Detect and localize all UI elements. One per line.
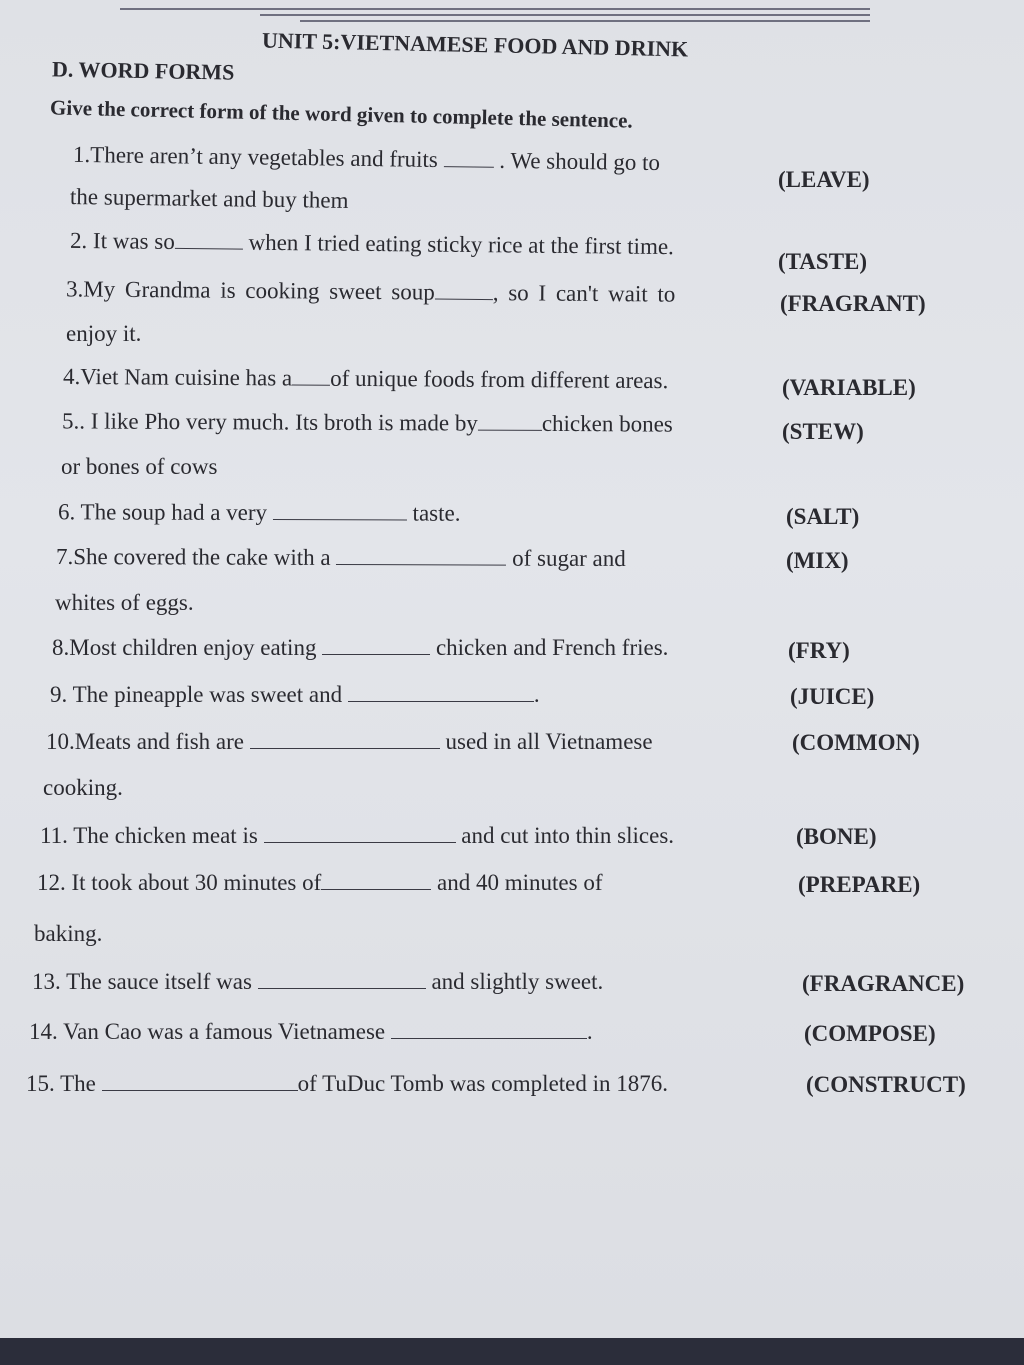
question-7-keyword: (MIX) <box>786 548 849 573</box>
question-1-continuation: the supermarket and buy them <box>69 184 349 213</box>
answer-blank[interactable] <box>444 150 494 168</box>
question-3-continuation: enjoy it. <box>66 321 142 346</box>
answer-blank[interactable] <box>348 685 534 702</box>
question-8-part-a: 8.Most children enjoy eating <box>52 635 317 660</box>
question-3-part-a: 3.My Grandma is cooking sweet soup <box>65 276 435 305</box>
question-12-part-b: and 40 minutes of <box>437 870 603 895</box>
question-4-keyword: (VARIABLE) <box>782 375 916 400</box>
question-5-part-a: 5.. I like Pho very much. Its broth is made by <box>61 408 478 436</box>
question-1 <box>73 143 660 174</box>
question-14 <box>29 1020 593 1043</box>
question-3 <box>66 277 676 305</box>
question-15-keyword: (CONSTRUCT) <box>806 1072 966 1097</box>
question-14-part-b: . <box>586 1019 593 1044</box>
question-4 <box>63 365 668 392</box>
answer-blank[interactable] <box>258 972 426 989</box>
answer-blank[interactable] <box>322 638 430 655</box>
question-2-part-b: when I tried eating sticky rice at the first time. <box>248 229 675 260</box>
question-14-part-a: 14. Van Cao was a famous Vietnamese <box>29 1019 386 1044</box>
question-9-keyword: (JUICE) <box>790 684 875 709</box>
answer-blank[interactable] <box>478 414 542 431</box>
question-1-keyword: (LEAVE) <box>778 167 870 192</box>
question-8 <box>52 636 668 659</box>
question-5-continuation: or bones of cows <box>61 454 218 479</box>
question-9-part-b: . <box>533 682 540 707</box>
answer-blank[interactable] <box>250 732 440 749</box>
question-4-part-b: of unique foods from different areas. <box>330 365 669 394</box>
question-7-part-a: 7.She covered the cake with a <box>55 544 331 570</box>
question-10-part-a: 10.Meats and fish are <box>46 729 244 754</box>
unit-title: UNIT 5:VIETNAMESE FOOD AND DRINK <box>261 27 689 62</box>
instruction: Give the correct form of the word given to complete the sentence. <box>49 95 633 133</box>
question-13-keyword: (FRAGRANCE) <box>802 971 965 996</box>
question-6-part-b: taste. <box>412 500 461 526</box>
question-11-part-a: 11. The chicken meat is <box>40 823 258 848</box>
answer-blank[interactable] <box>102 1074 298 1091</box>
header-rule <box>120 8 870 10</box>
question-12-continuation: baking. <box>34 921 103 946</box>
question-8-keyword: (FRY) <box>788 638 850 663</box>
question-6-part-a: 6. The soup had a very <box>57 499 268 526</box>
header-rule <box>300 20 870 22</box>
question-11-keyword: (BONE) <box>796 824 877 849</box>
question-15-part-a: 15. The <box>26 1071 96 1096</box>
question-1-part-a: 1.There aren’t any vegetables and fruits <box>72 141 439 172</box>
answer-blank[interactable] <box>264 826 456 843</box>
question-9-part-a: 9. The pineapple was sweet and <box>50 682 343 707</box>
question-12-keyword: (PREPARE) <box>798 872 921 897</box>
question-11 <box>40 824 674 847</box>
answer-blank[interactable] <box>292 368 330 385</box>
question-2-keyword: (TASTE) <box>778 249 868 274</box>
question-15 <box>26 1072 668 1095</box>
question-10-continuation: cooking. <box>43 775 123 800</box>
answer-blank[interactable] <box>273 503 407 520</box>
question-7 <box>56 545 626 570</box>
question-10 <box>46 730 653 753</box>
question-12-part-a: 12. It took about 30 minutes of <box>37 870 322 895</box>
question-7-part-b: of sugar and <box>512 545 626 571</box>
question-3-keyword: (FRAGRANT) <box>780 291 926 316</box>
question-5-part-b: chicken bones <box>541 410 673 437</box>
question-12 <box>37 871 602 894</box>
question-11-part-b: and cut into thin slices. <box>461 823 675 848</box>
question-14-keyword: (COMPOSE) <box>804 1021 936 1046</box>
answer-blank[interactable] <box>175 232 243 250</box>
question-15-part-b: of TuDuc Tomb was completed in 1876. <box>297 1071 669 1096</box>
question-13 <box>32 970 603 993</box>
question-7-continuation: whites of eggs. <box>55 590 194 615</box>
section-title: D. WORD FORMS <box>51 56 235 85</box>
question-9 <box>50 683 540 706</box>
answer-blank[interactable] <box>321 873 431 890</box>
question-6-keyword: (SALT) <box>786 504 860 529</box>
question-6 <box>58 500 461 524</box>
question-3-part-b: , so I can't wait to <box>492 280 676 307</box>
question-13-part-b: and slightly sweet. <box>431 969 604 994</box>
question-2-part-a: 2. It was so <box>69 227 175 254</box>
question-5 <box>62 409 673 435</box>
question-13-part-a: 13. The sauce itself was <box>32 969 252 994</box>
answer-blank[interactable] <box>391 1022 587 1039</box>
question-2 <box>70 229 674 258</box>
question-10-keyword: (COMMON) <box>792 730 920 755</box>
header-rule <box>260 14 870 16</box>
question-1-part-b: . We should go to <box>499 147 661 176</box>
answer-blank[interactable] <box>435 283 493 301</box>
question-8-part-b: chicken and French fries. <box>435 635 669 660</box>
question-10-part-b: used in all Vietnamese <box>445 729 653 754</box>
question-4-part-a: 4.Viet Nam cuisine has a <box>62 363 293 391</box>
answer-blank[interactable] <box>336 548 506 566</box>
question-5-keyword: (STEW) <box>782 419 864 444</box>
